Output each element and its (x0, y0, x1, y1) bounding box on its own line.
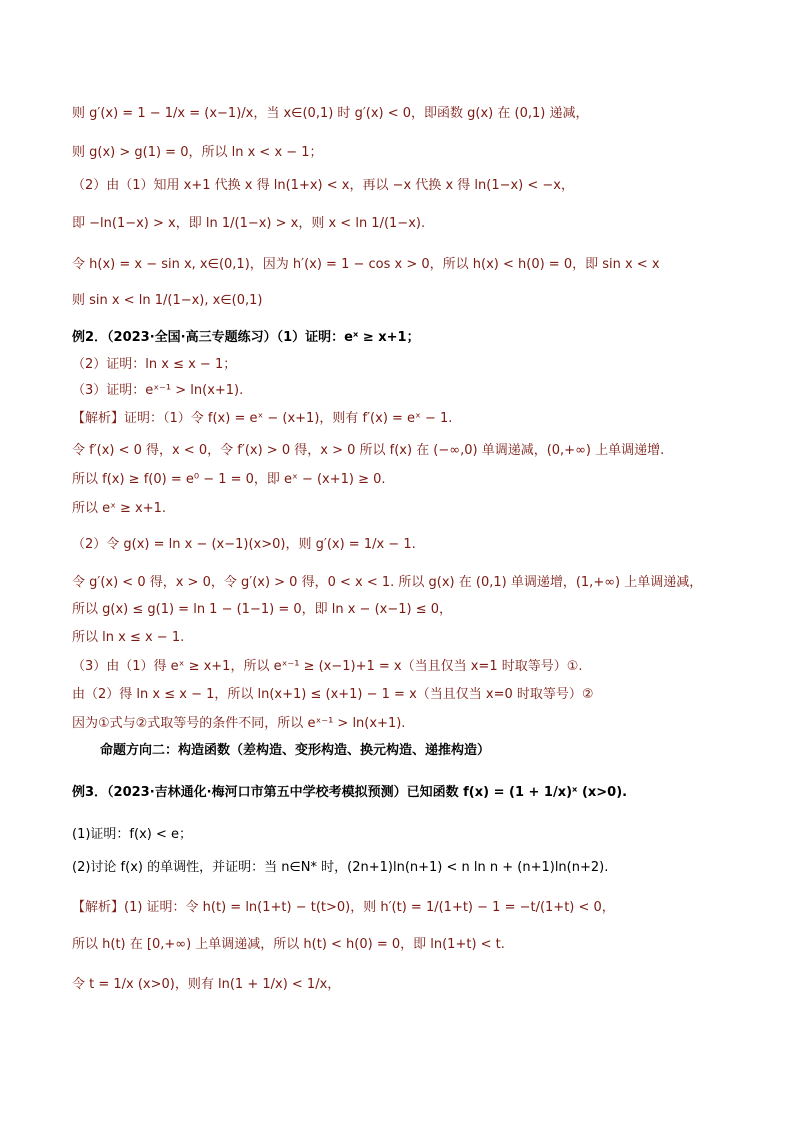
text-line-12: 所以 f(x) ≥ f(0) = e⁰ − 1 = 0，即 eˣ − (x+1) ≥ 0. (72, 472, 386, 487)
text-line-20: 因为①式与②式取等号的条件不同，所以 eˣ⁻¹ > ln(x+1). (72, 716, 406, 731)
text-line-1: 则 g′(x) = 1 − 1/x = (x−1)/x，当 x∈(0,1) 时 g′(x) < 0，即函数 g(x) 在 (0,1) 递减， (72, 106, 589, 121)
text-line-16: 所以 g(x) ≤ g(1) = ln 1 − (1−1) = 0，即 ln x − (x−1) ≤ 0， (72, 602, 453, 617)
text-line-24: (2)讨论 f(x) 的单调性，并证明：当 n∈N* 时，(2n+1)ln(n+1) < n ln n + (n+1)ln(n+2). (72, 860, 609, 875)
example-3-heading: 例3．（2023·吉林通化·梅河口市第五中学校考模拟预测）已知函数 f(x) = (1 + 1/x)ˣ (x>0). (72, 785, 628, 800)
solution-line-2: 【解析】(1) 证明：令 h(t) = ln(1+t) − t(t>0)，则 h′(t) = 1/(1+t) − 1 = −t/(1+t) < 0， (72, 900, 615, 915)
text-line-3: （2）由（1）知用 x+1 代换 x 得 ln(1+x) < x，再以 −x 代换 x 得 ln(1−x) < −x， (72, 178, 574, 193)
text-line-13: 所以 eˣ ≥ x+1. (72, 501, 167, 516)
text-line-4: 即 −ln(1−x) > x，即 ln 1/(1−x) > x，则 x < ln 1/(1−x). (72, 216, 426, 231)
text-line-17: 所以 ln x ≤ x − 1. (72, 630, 185, 645)
text-line-15: 令 g′(x) < 0 得，x > 0，令 g′(x) > 0 得，0 < x < 1. 所以 g(x) 在 (0,1) 单调递增，(1,+∞) 上单调递减， (72, 575, 703, 590)
solution-line-1: 【解析】证明：（1）令 f(x) = eˣ − (x+1)，则有 f′(x) = eˣ − 1. (72, 411, 453, 426)
text-line-26: 所以 h(t) 在 [0,+∞) 上单调递减，所以 h(t) < h(0) = 0，即 ln(1+t) < t. (72, 937, 505, 952)
text-line-23: (1)证明：f(x) < e； (72, 827, 192, 842)
text-line-14: （2）令 g(x) = ln x − (x−1)(x>0)，则 g′(x) = 1/x − 1. (72, 537, 416, 552)
text-line-11: 令 f′(x) < 0 得，x < 0，令 f′(x) > 0 得，x > 0 所以 f(x) 在 (−∞,0) 单调递减，(0,+∞) 上单调递增. (72, 443, 665, 458)
text-line-19: 由（2）得 ln x ≤ x − 1，所以 ln(x+1) ≤ (x+1) − 1 = x（当且仅当 x=0 时取等号）② (72, 687, 594, 702)
text-line-5: 令 h(x) = x − sin x, x∈(0,1)，因为 h′(x) = 1 − cos x > 0，所以 h(x) < h(0) = 0，即 sin x < x (72, 257, 660, 272)
section-heading: 命题方向二：构造函数（差构造、变形构造、换元构造、递推构造） (100, 743, 491, 758)
text-line-2: 则 g(x) > g(1) = 0，所以 ln x < x − 1； (72, 145, 323, 160)
text-line-18: （3）由（1）得 eˣ ≥ x+1，所以 eˣ⁻¹ ≥ (x−1)+1 = x（当且仅当 x=1 时取等号）①. (72, 659, 583, 674)
text-line-27: 令 t = 1/x (x>0)，则有 ln(1 + 1/x) < 1/x， (72, 977, 341, 992)
example-2-heading: 例2．（2023·全国·高三专题练习）（1）证明：eˣ ≥ x+1； (72, 330, 420, 345)
text-line-6: 则 sin x < ln 1/(1−x), x∈(0,1) (72, 293, 263, 308)
text-line-9: （3）证明：eˣ⁻¹ > ln(x+1). (72, 383, 244, 398)
text-line-8: （2）证明：ln x ≤ x − 1； (72, 357, 237, 372)
